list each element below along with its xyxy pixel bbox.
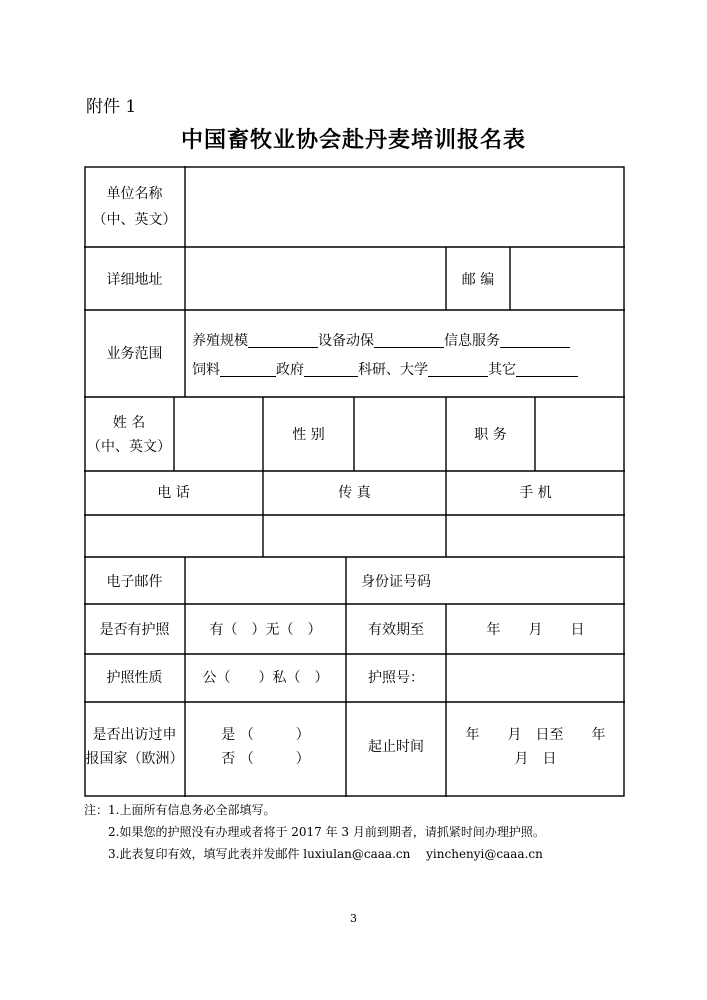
id-number-label: 身份证号码 xyxy=(361,574,431,590)
name-field[interactable] xyxy=(177,400,260,468)
scope-equipment: 设备动保 xyxy=(318,333,374,349)
scope-other: 其它 xyxy=(488,362,516,378)
passport-no-label: 护照号： xyxy=(368,670,424,686)
postcode-label: 邮 编 xyxy=(461,272,495,288)
scope-equipment-blank[interactable] xyxy=(374,333,444,348)
fax-label: 传 真 xyxy=(338,485,371,501)
passport-type-label: 护照性质 xyxy=(106,670,163,686)
scope-feed: 饲料 xyxy=(192,362,220,378)
period-field-line1[interactable]: 年 月 日至 年 xyxy=(465,727,606,743)
position-field[interactable] xyxy=(538,400,622,468)
postcode-field[interactable] xyxy=(513,250,622,307)
visited-label: 是否出访过申 xyxy=(92,727,177,743)
mobile-label: 手 机 xyxy=(519,485,552,501)
gender-field[interactable] xyxy=(357,400,443,468)
has-passport-options[interactable]: 有（ ）无（ ） xyxy=(209,622,322,638)
business-scope-label: 业务范围 xyxy=(106,346,163,362)
address-label: 详细地址 xyxy=(106,272,163,288)
phone-label: 电 话 xyxy=(157,485,190,501)
scope-info: 信息服务 xyxy=(444,333,500,349)
unit-name-field[interactable] xyxy=(188,170,622,244)
scope-line-2 xyxy=(192,358,578,382)
address-field[interactable] xyxy=(188,250,443,307)
scope-breeding-blank[interactable] xyxy=(248,333,318,348)
valid-date-field[interactable]: 年 月 日 xyxy=(486,622,585,638)
gender-label: 性 别 xyxy=(292,427,325,443)
fax-field[interactable] xyxy=(266,518,443,554)
phone-field[interactable] xyxy=(87,518,260,554)
passport-no-field[interactable] xyxy=(449,657,622,699)
visited-label-sub: 报国家（欧洲） xyxy=(85,751,184,767)
note-2: 2.如果您的护照没有办理或者将于 2017 年 3 月前到期者，请抓紧时间办理护照。 xyxy=(108,825,545,839)
scope-feed-blank[interactable] xyxy=(220,362,276,377)
mobile-field[interactable] xyxy=(449,518,622,554)
registration-form xyxy=(84,166,625,797)
visited-yes-option[interactable]: 是 （ ） xyxy=(221,727,310,743)
name-label-sub: （中、英文） xyxy=(87,439,171,455)
valid-until-label: 有效期至 xyxy=(368,622,424,638)
note-3: 3.此表复印有效，填写此表并发邮件 luxiulan@caaa.cn yinchenyi@caaa.cn xyxy=(108,847,543,861)
scope-gov: 政府 xyxy=(276,362,304,378)
unit-name-label: 单位名称 xyxy=(106,186,163,202)
id-number-field[interactable] xyxy=(449,560,622,601)
scope-info-blank[interactable] xyxy=(500,333,570,348)
period-field-line2[interactable]: 月 日 xyxy=(514,751,557,767)
passport-type-options[interactable]: 公（ ）私（ ） xyxy=(202,670,329,686)
note-1: 注：1.上面所有信息务必全部填写。 xyxy=(84,803,276,817)
name-label: 姓 名 xyxy=(112,415,146,431)
email-field[interactable] xyxy=(188,560,343,601)
page-number: 3 xyxy=(350,912,357,925)
period-label: 起止时间 xyxy=(368,739,424,755)
scope-line-1 xyxy=(192,329,570,353)
scope-breeding: 养殖规模 xyxy=(192,333,248,349)
scope-research-blank[interactable] xyxy=(428,362,488,377)
scope-other-blank[interactable] xyxy=(516,362,578,377)
scope-gov-blank[interactable] xyxy=(304,362,358,377)
scope-research: 科研、大学 xyxy=(358,362,428,378)
email-label: 电子邮件 xyxy=(106,574,163,590)
visited-no-option[interactable]: 否 （ ） xyxy=(221,751,310,767)
unit-name-label-sub: （中、英文） xyxy=(92,212,177,228)
has-passport-label: 是否有护照 xyxy=(99,622,170,638)
attachment-label: 附件 1 xyxy=(86,97,137,117)
page-title: 中国畜牧业协会赴丹麦培训报名表 xyxy=(180,127,526,153)
position-label: 职 务 xyxy=(474,427,507,443)
